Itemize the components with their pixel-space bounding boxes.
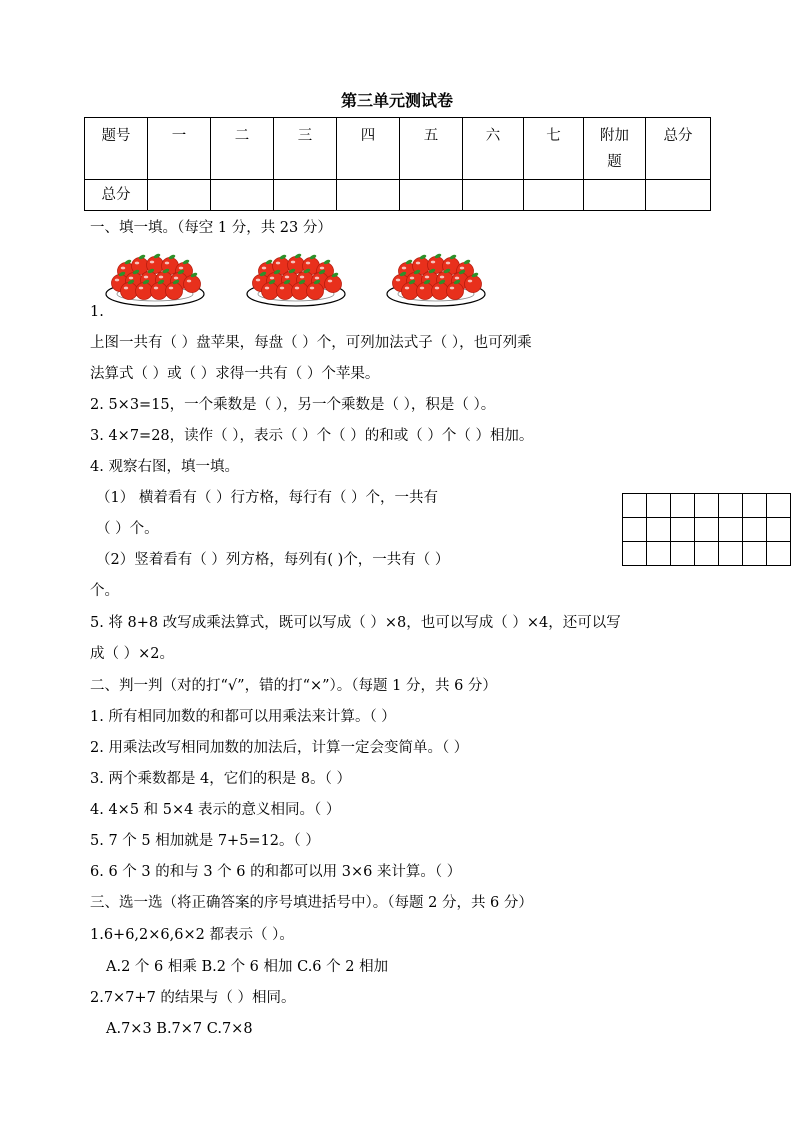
- apple-shape: [307, 283, 324, 300]
- header-cell: 七: [524, 118, 584, 180]
- apple-plate-art: [106, 253, 204, 306]
- score-cell[interactable]: [463, 180, 524, 211]
- choice-item-2: 2.7×7+7 的结果与（ ）相同。: [90, 990, 296, 1006]
- apple-shape: [447, 283, 464, 300]
- apple-shape: [136, 283, 153, 300]
- section-2-heading: 二、判一判（对的打“√”，错的打“×”）。（每题 1 分，共 6 分）: [90, 678, 497, 694]
- q4-1-line-b: （ ）个。: [96, 521, 159, 537]
- q2-line: 2. 5×3=15，一个乘数是（ ），另一个乘数是（ ），积是（ ）。: [90, 397, 496, 413]
- header-cell: 五: [400, 118, 463, 180]
- header-cell: 总分: [646, 118, 711, 180]
- page-title: 第三单元测试卷: [340, 91, 453, 110]
- apple-shape: [277, 283, 294, 300]
- choice-item-1: 1.6+6,2×6,6×2 都表示（ ）。: [90, 927, 294, 943]
- score-cell[interactable]: [211, 180, 274, 211]
- apple-shape: [417, 283, 434, 300]
- apple-shape: [402, 283, 419, 300]
- q1-line-b: 法算式（ ）或（ ）求得一共有（ ）个苹果。: [90, 366, 380, 382]
- score-cell[interactable]: [274, 180, 337, 211]
- apple-shape: [184, 276, 201, 293]
- choice-item-2-options: A.7×3 B.7×7 C.7×8: [106, 1021, 253, 1037]
- apple-plate-image: [385, 253, 487, 308]
- q4-line: 4. 观察右图，填一填。: [90, 459, 239, 475]
- score-table-header-row: [85, 118, 711, 180]
- q4-2-line-b: 个。: [90, 583, 119, 599]
- apple-shape: [151, 283, 168, 300]
- header-cell: 六: [463, 118, 524, 180]
- judge-item-4: 4. 4×5 和 5×4 表示的意义相同。（ ）: [90, 802, 341, 818]
- header-cell: 四: [337, 118, 400, 180]
- q5-line-a: 5. 将 8+8 改写成乘法算式，既可以写成（ ）×8，也可以写成（ ）×4，还可以写: [90, 615, 621, 631]
- header-cell: [584, 118, 646, 180]
- q5-line-b: 成（ ）×2。: [90, 646, 174, 662]
- judge-item-5: 5. 7 个 5 相加就是 7+5=12。（ ）: [90, 833, 320, 849]
- section-1-heading: 一、填一填。（每空 1 分，共 23 分）: [90, 220, 332, 236]
- q4-2-line-a: （2）竖着看有（ ）列方格，每列有( )个，一共有（ ）: [96, 552, 450, 568]
- apple-shape: [262, 283, 279, 300]
- apple-plate-image: [245, 253, 347, 308]
- apple-plate-art: [387, 253, 485, 306]
- q1-number: 1.: [90, 304, 104, 320]
- square-grid-figure: [622, 493, 791, 566]
- apple-shape: [465, 276, 482, 293]
- header-cell: 一: [148, 118, 211, 180]
- judge-item-3: 3. 两个乘数都是 4，它们的积是 8。（ ）: [90, 771, 351, 787]
- apple-shape: [292, 283, 309, 300]
- section-3-heading: 三、选一选（将正确答案的序号填进括号中）。（每题 2 分，共 6 分）: [90, 895, 533, 911]
- judge-item-2: 2. 用乘法改写相同加数的加法后，计算一定会变简单。（ ）: [90, 740, 469, 756]
- score-cell[interactable]: [584, 180, 646, 211]
- row-label: 总分: [85, 180, 148, 211]
- apple-shape: [432, 283, 449, 300]
- judge-item-1: 1. 所有相同加数的和都可以用乘法来计算。（ ）: [90, 709, 396, 725]
- choice-item-1-options: A.2 个 6 相乘 B.2 个 6 相加 C.6 个 2 相加: [106, 959, 389, 975]
- score-cell[interactable]: [400, 180, 463, 211]
- header-cell: 题号: [85, 118, 148, 180]
- q4-1-line-a: （1） 横着看有（ ）行方格，每行有（ ）个，一共有: [96, 490, 439, 506]
- apple-shape: [166, 283, 183, 300]
- score-cell[interactable]: [148, 180, 211, 211]
- score-table-score-row: [85, 180, 711, 211]
- score-table: [84, 117, 711, 211]
- apple-shape: [121, 283, 138, 300]
- apple-plate-image: [104, 253, 206, 308]
- header-cell: 二: [211, 118, 274, 180]
- apple-shape: [325, 276, 342, 293]
- score-cell[interactable]: [646, 180, 711, 211]
- q3-line: 3. 4×7=28，读作（ ），表示（ ）个（ ）的和或（ ）个（ ）相加。: [90, 428, 534, 444]
- header-cell-text: 附加题: [600, 128, 629, 170]
- q1-line-a: 上图一共有（ ）盘苹果，每盘（ ）个，可列加法式子（ ），也可列乘: [90, 335, 532, 351]
- judge-item-6: 6. 6 个 3 的和与 3 个 6 的和都可以用 3×6 来计算。（ ）: [90, 864, 462, 880]
- score-cell[interactable]: [524, 180, 584, 211]
- apple-plate-art: [247, 253, 345, 306]
- header-cell: 三: [274, 118, 337, 180]
- score-cell[interactable]: [337, 180, 400, 211]
